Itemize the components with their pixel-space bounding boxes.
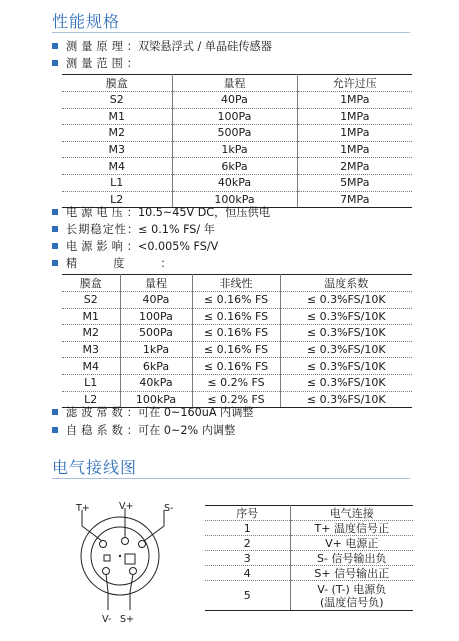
table-cell: 1MPa — [297, 125, 412, 142]
accuracy-header-cell: 温度系数 — [280, 275, 412, 292]
table-cell — [290, 581, 413, 611]
voltage-item — [52, 206, 270, 220]
table-cell: ≤ 0.3%FS/10K — [280, 391, 412, 408]
pin-v-minus — [103, 568, 110, 575]
table-row — [62, 341, 412, 358]
range-table — [62, 74, 412, 208]
wiring-header-cell: 序号 — [205, 506, 290, 521]
table-cell: 40kPa — [172, 174, 297, 191]
colon-sep: ： — [126, 57, 138, 70]
self-stab-item — [52, 424, 235, 438]
table-cell: M4 — [62, 358, 120, 375]
self-stab-label: 自稳系数 — [66, 424, 127, 437]
principle-value: 双梁悬浮式 / 单晶硅传感器 — [137, 40, 272, 53]
table-cell: 6kPa — [120, 358, 192, 375]
bullet-square-icon — [52, 260, 58, 266]
table-cell: M3 — [62, 341, 120, 358]
range-header-cell: 量程 — [172, 75, 297, 92]
wiring-title-rule — [52, 478, 410, 479]
table-cell: 1MPa — [297, 108, 412, 125]
table-cell: 100Pa — [120, 308, 192, 325]
table-row — [62, 141, 412, 158]
table-cell: ≤ 0.3%FS/10K — [280, 358, 412, 375]
table-cell: M2 — [62, 125, 172, 142]
bullet-square-icon — [52, 243, 58, 249]
table-cell: M4 — [62, 158, 172, 175]
table-cell: ≤ 0.3%FS/10K — [280, 374, 412, 391]
table-cell: 3 — [205, 551, 290, 566]
table-cell: T+ 温度信号正 — [290, 521, 413, 536]
bullet-square-icon — [52, 209, 58, 215]
colon-sep: ： — [126, 240, 138, 253]
table-row — [62, 308, 412, 325]
range-header-cell: 膜盒 — [62, 75, 172, 92]
table-cell: ≤ 0.16% FS — [192, 358, 280, 375]
colon-sep: ： — [126, 223, 139, 236]
table-row — [205, 521, 413, 536]
table-cell: L1 — [62, 174, 172, 191]
table-cell: 40Pa — [120, 292, 192, 309]
table-cell: 6kPa — [172, 158, 297, 175]
wiring-table — [205, 505, 413, 611]
table-row — [205, 581, 413, 611]
table-row — [62, 158, 412, 175]
pin-s-minus — [139, 541, 146, 548]
principle-label: 测量原理 — [66, 40, 127, 53]
table-row — [205, 566, 413, 581]
bullet-square-icon — [52, 43, 58, 49]
key-square-large — [125, 554, 135, 564]
self-stab-value: 可在 0~2% 内调整 — [137, 424, 236, 437]
table-row — [62, 125, 412, 142]
bullet-square-icon — [52, 226, 58, 232]
pin-t-plus — [100, 541, 107, 548]
table-cell: 500Pa — [172, 125, 297, 142]
range-table-header — [62, 75, 412, 92]
table-row — [62, 325, 412, 342]
pin-v-plus — [122, 538, 129, 545]
wiring-header-cell: 电气连接 — [290, 506, 413, 521]
table-cell: ≤ 0.3%FS/10K — [280, 341, 412, 358]
table-cell: S2 — [62, 292, 120, 309]
table-cell: S- 信号输出负 — [290, 551, 413, 566]
bullet-square-icon — [52, 409, 58, 415]
table-cell: ≤ 0.2% FS — [192, 374, 280, 391]
table-cell: ≤ 0.3%FS/10K — [280, 325, 412, 342]
table-cell: ≤ 0.2% FS — [192, 391, 280, 408]
colon-sep: ： — [126, 406, 138, 419]
filter-value: 可在 0~160uA 内调整 — [137, 406, 254, 419]
range-label: 测量范围 — [66, 57, 127, 70]
accuracy-header-cell: 量程 — [120, 275, 192, 292]
table-cell: 5MPa — [297, 174, 412, 191]
table-cell: L2 — [62, 391, 120, 408]
wiring-table-header — [205, 506, 413, 521]
accuracy-header-cell: 膜盒 — [62, 275, 120, 292]
table-cell: ≤ 0.3%FS/10K — [280, 292, 412, 309]
connector-diagram — [70, 498, 170, 616]
table-cell: ≤ 0.16% FS — [192, 341, 280, 358]
table-cell: V+ 电源正 — [290, 536, 413, 551]
table-cell: M1 — [62, 108, 172, 125]
accuracy-label: 精度 — [66, 257, 161, 270]
range-item — [52, 57, 138, 71]
wiring-section-title: 电气接线图 — [52, 458, 138, 477]
accuracy-header-cell: 非线性 — [192, 275, 280, 292]
table-cell: 40Pa — [172, 92, 297, 109]
table-cell: 100Pa — [172, 108, 297, 125]
table-cell: 1 — [205, 521, 290, 536]
table-cell: 2 — [205, 536, 290, 551]
table-row — [62, 108, 412, 125]
colon-sep: ： — [160, 257, 172, 270]
spec-section-title: 性能规格 — [52, 12, 121, 31]
power-effect-value: <0.005% FS/V — [137, 240, 219, 253]
table-cell: 2MPa — [297, 158, 412, 175]
bullet-square-icon — [52, 60, 58, 66]
colon-sep: ： — [126, 206, 138, 219]
spec-title-rule — [52, 32, 410, 33]
accuracy-table-header — [62, 275, 412, 292]
table-cell: 100kPa — [172, 191, 297, 208]
table-cell: M2 — [62, 325, 120, 342]
table-row — [205, 536, 413, 551]
pin-label-s-plus: S+ — [120, 614, 134, 625]
table-cell: 100kPa — [120, 391, 192, 408]
pin-center-dot — [119, 555, 121, 557]
power-effect-item — [52, 240, 218, 254]
accuracy-item — [52, 257, 172, 271]
table-cell: M3 — [62, 141, 172, 158]
table-cell: ≤ 0.16% FS — [192, 325, 280, 342]
table-cell: ≤ 0.16% FS — [192, 308, 280, 325]
leader-line-s-plus — [130, 574, 133, 610]
colon-sep: ： — [126, 40, 138, 53]
table-cell: 7MPa — [297, 191, 412, 208]
table-cell: 1kPa — [120, 341, 192, 358]
table-cell: S2 — [62, 92, 172, 109]
pin-label-v-plus: V+ — [119, 501, 134, 512]
pin-label-v-minus: V- — [102, 614, 112, 625]
table-row — [62, 92, 412, 109]
table-cell: ≤ 0.16% FS — [192, 292, 280, 309]
table-row — [62, 374, 412, 391]
table-cell: 500Pa — [120, 325, 192, 342]
colon-sep: ： — [126, 424, 138, 437]
principle-item — [52, 40, 272, 54]
stability-label: 长期稳定性 — [66, 223, 127, 236]
accuracy-table — [62, 274, 412, 408]
filter-item — [52, 406, 254, 420]
table-cell: 4 — [205, 566, 290, 581]
filter-label: 滤波常数 — [66, 406, 127, 419]
wiring-cell-line1: V- (T-) 电源负 — [317, 582, 387, 596]
bullet-square-icon — [52, 427, 58, 433]
voltage-value: 10.5~45V DC，恒压供电 — [137, 206, 271, 219]
pin-s-plus — [130, 568, 137, 575]
pin-label-s-minus: S- — [164, 503, 174, 514]
table-row — [205, 551, 413, 566]
power-effect-label: 电源影响 — [66, 240, 127, 253]
table-cell: 1MPa — [297, 92, 412, 109]
range-header-cell: 允许过压 — [297, 75, 412, 92]
table-cell: 1kPa — [172, 141, 297, 158]
pin-label-t-plus: T+ — [76, 503, 90, 514]
voltage-label: 电源电压 — [66, 206, 127, 219]
table-cell: 40kPa — [120, 374, 192, 391]
table-cell: ≤ 0.3%FS/10K — [280, 308, 412, 325]
stability-value: ≤ 0.1% FS/ 年 — [138, 223, 215, 236]
table-cell: 1MPa — [297, 141, 412, 158]
wiring-cell-line2: (温度信号负) — [319, 595, 384, 609]
table-cell: M1 — [62, 308, 120, 325]
table-cell: L1 — [62, 374, 120, 391]
table-row — [62, 292, 412, 309]
stability-item — [52, 223, 215, 237]
table-cell: 5 — [205, 581, 290, 611]
key-square-small — [104, 555, 110, 561]
table-row — [62, 358, 412, 375]
table-row — [62, 174, 412, 191]
table-cell: L2 — [62, 191, 172, 208]
table-cell: S+ 信号输出正 — [290, 566, 413, 581]
